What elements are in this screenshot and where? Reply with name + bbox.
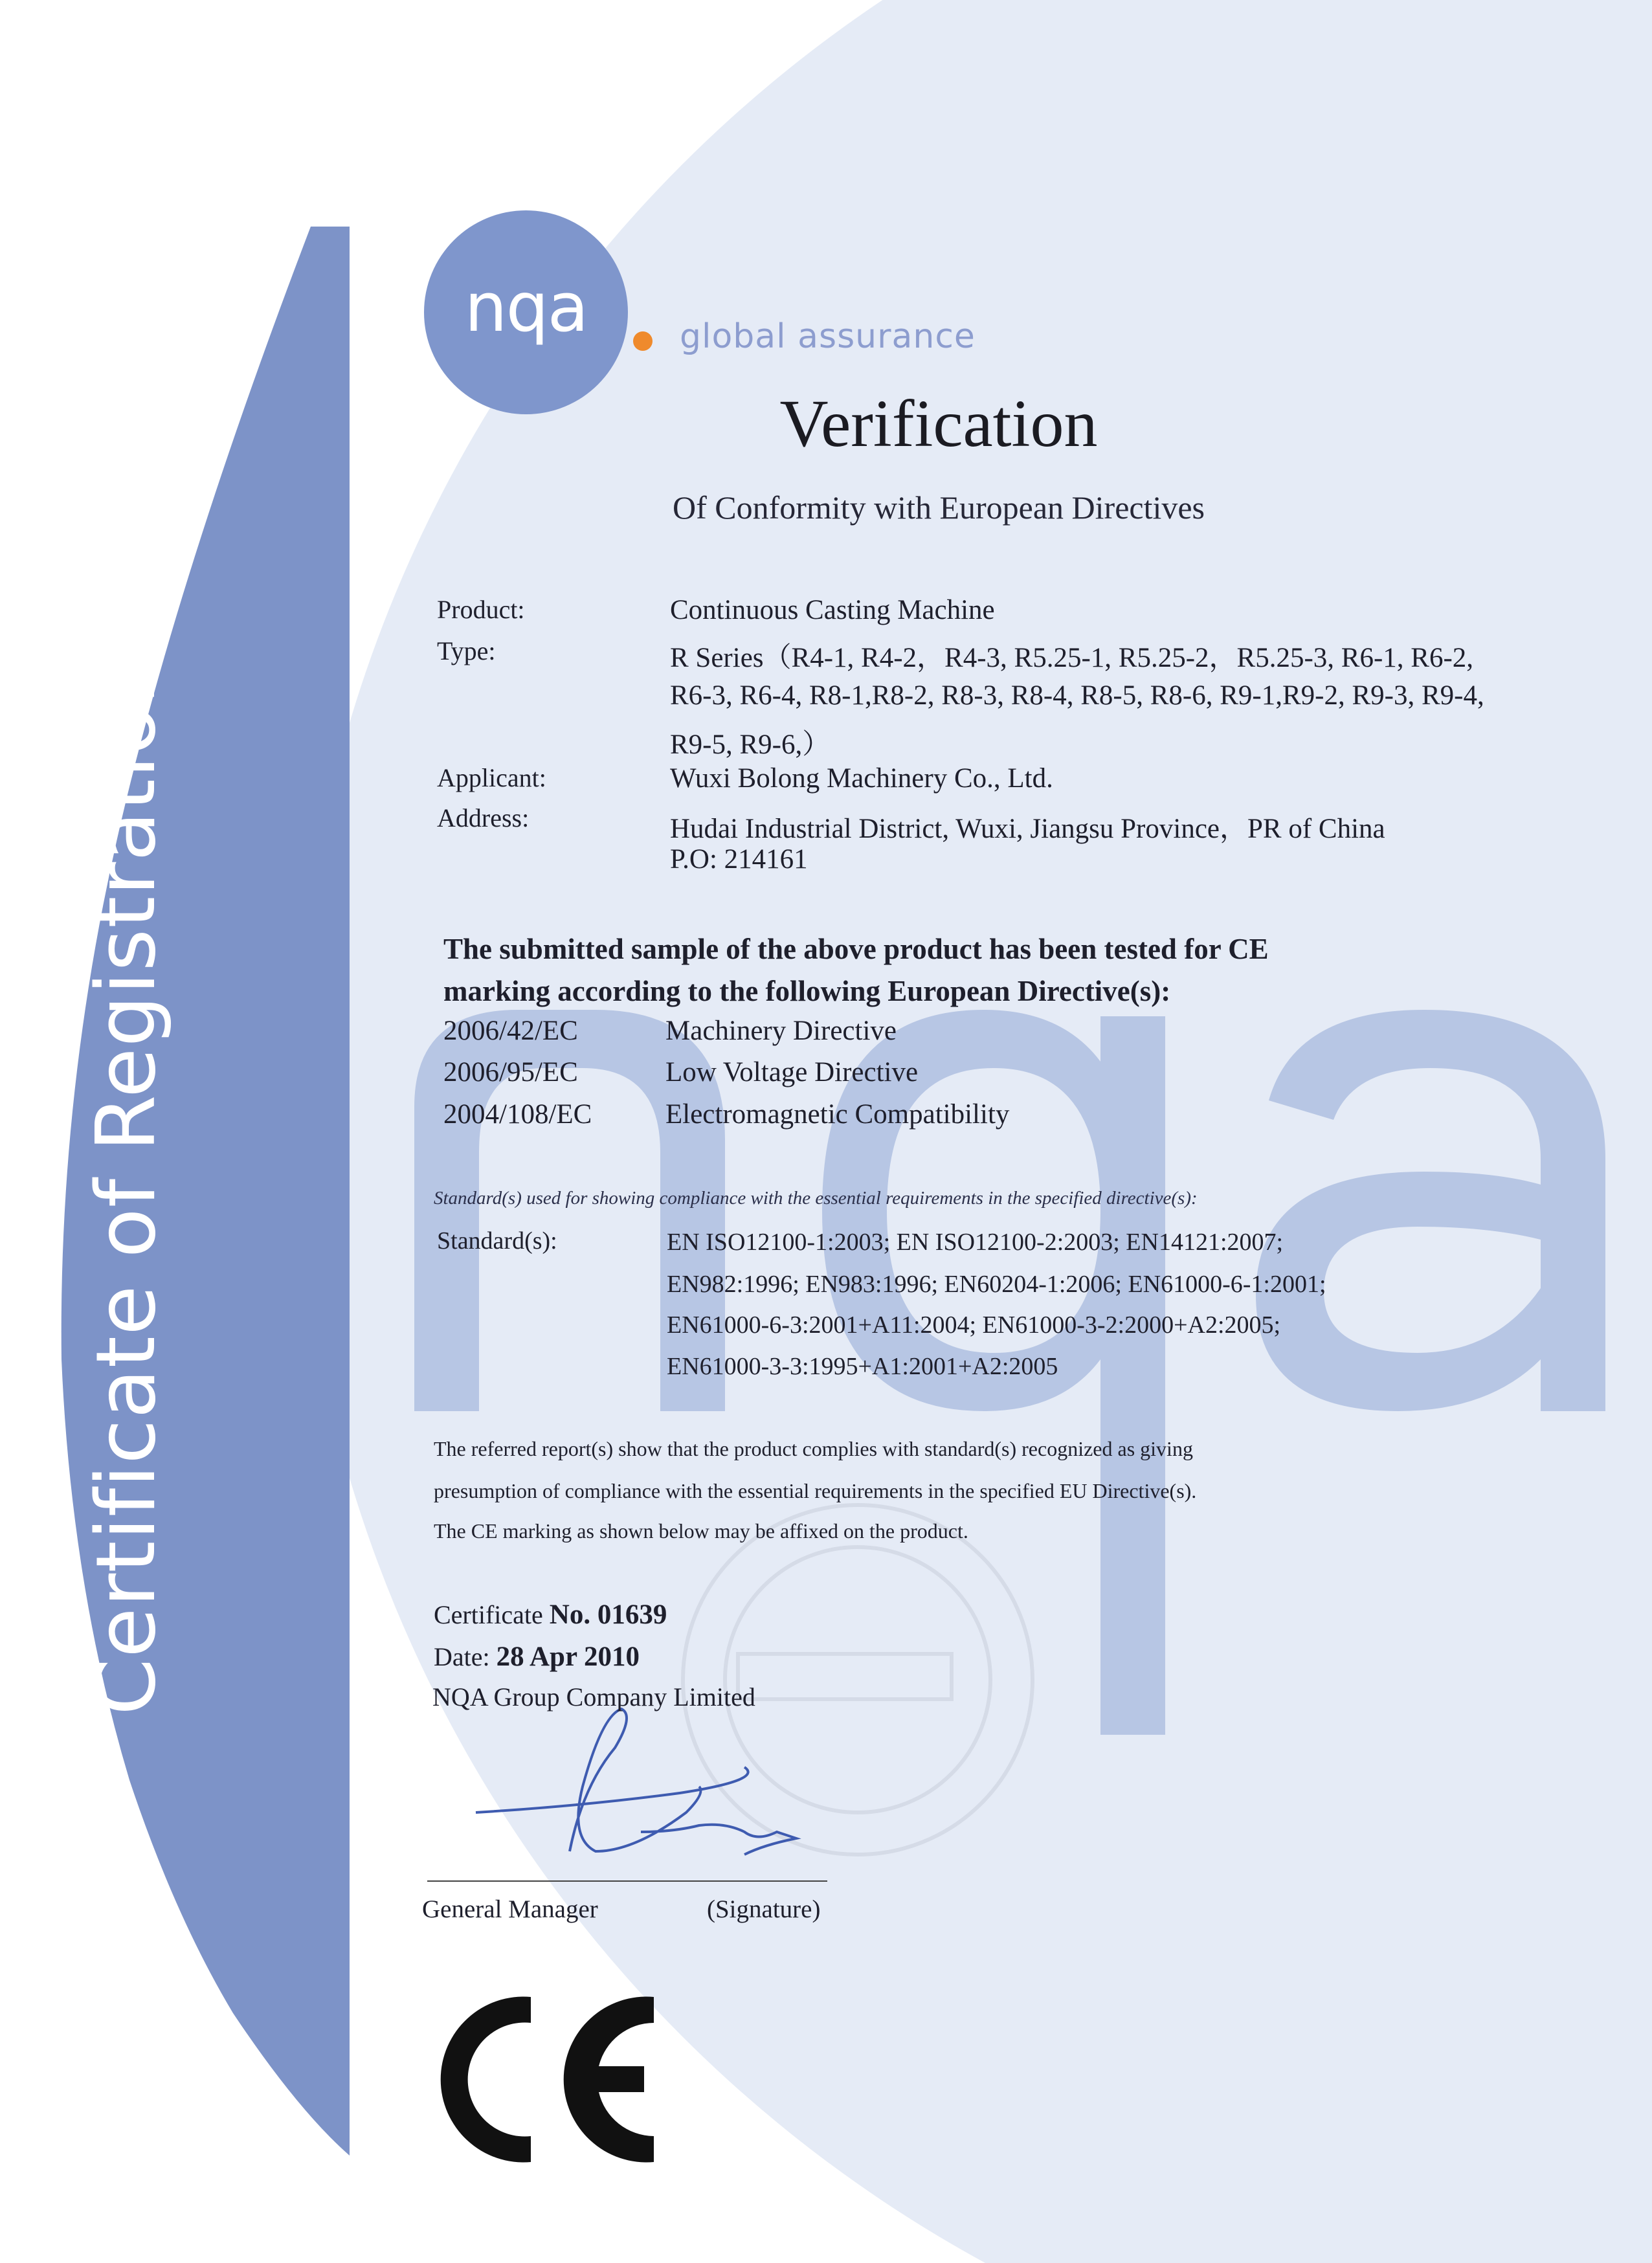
date-row [434, 1641, 640, 1673]
applicant-label: Applicant: [437, 763, 546, 792]
logo-dot-icon [633, 331, 653, 351]
certificate-number: No. 01639 [549, 1600, 667, 1630]
product-value: Continuous Casting Machine [670, 595, 995, 625]
directive-name: Low Voltage Directive [665, 1057, 919, 1087]
standards-label: Standard(s): [437, 1227, 557, 1254]
certificate-date: 28 Apr 2010 [496, 1642, 640, 1672]
logo-tagline: global assurance [680, 317, 976, 356]
directive-code: 2006/42/EC [443, 1016, 578, 1046]
issuing-company: NQA Group Company Limited [432, 1682, 755, 1711]
standard-line: EN982:1996; EN983:1996; EN60204-1:2006; EN61000-6-1:2001; [667, 1271, 1326, 1298]
type-line: R9-5, R9-6,） [670, 730, 831, 760]
applicant-value: Wuxi Bolong Machinery Co., Ltd. [670, 763, 1053, 794]
nqa-logo [424, 210, 628, 414]
standard-line: EN ISO12100-1:2003; EN ISO12100-2:2003; EN14121:2007; [667, 1229, 1284, 1256]
address-line: P.O: 214161 [670, 844, 808, 875]
directive-code: 2006/95/EC [443, 1057, 578, 1087]
type-label: Type: [437, 636, 496, 665]
address-line: Hudai Industrial District, Wuxi, Jiangsu Province，PR of China [670, 814, 1385, 844]
document-title: Verification [779, 386, 1098, 461]
certificate-label: Certificate [434, 1600, 550, 1629]
referral-line: The referred report(s) show that the product complies with standard(s) recognized as giving [434, 1437, 1193, 1460]
standard-line: EN61000-3-3:1995+A1:2001+A2:2005 [667, 1353, 1058, 1380]
ce-mark-icon [441, 1997, 654, 2163]
product-label: Product: [437, 595, 525, 624]
signature-label: (Signature) [707, 1895, 821, 1923]
statement-line: marking according to the following European Directive(s): [443, 975, 1171, 1007]
date-label: Date: [434, 1642, 497, 1671]
certificate-of-registration-heading: Certificate of Registration [78, 652, 173, 1715]
type-line: R Series（R4-1, R4-2，R4-3, R5.25-1, R5.25-2，R5.25-3, R6-1, R6-2, [670, 643, 1474, 673]
general-manager-label: General Manager [422, 1895, 598, 1923]
certificate-number-row [434, 1599, 667, 1631]
standards-note: Standard(s) used for showing compliance with the essential requirements in the specified directive(s): [434, 1188, 1198, 1209]
address-label: Address: [437, 803, 530, 832]
referral-line: presumption of compliance with the essential requirements in the specified EU Directive(s). [434, 1479, 1197, 1502]
nqa-logo-text: nqa [464, 268, 588, 347]
type-line: R6-3, R6-4, R8-1,R8-2, R8-3, R8-4, R8-5, R8-6, R9-1,R9-2, R9-3, R9-4, [670, 680, 1484, 711]
standard-line: EN61000-6-3:2001+A11:2004; EN61000-3-2:2000+A2:2005; [667, 1311, 1281, 1339]
signature-line [427, 1880, 827, 1882]
document-subtitle: Of Conformity with European Directives [672, 489, 1205, 526]
referral-line: The CE marking as shown below may be affixed on the product. [434, 1519, 968, 1543]
statement-line: The submitted sample of the above product has been tested for CE [443, 933, 1269, 965]
directive-code: 2004/108/EC [443, 1099, 592, 1130]
directive-name: Electromagnetic Compatibility [665, 1099, 1010, 1130]
directive-name: Machinery Directive [665, 1016, 897, 1046]
